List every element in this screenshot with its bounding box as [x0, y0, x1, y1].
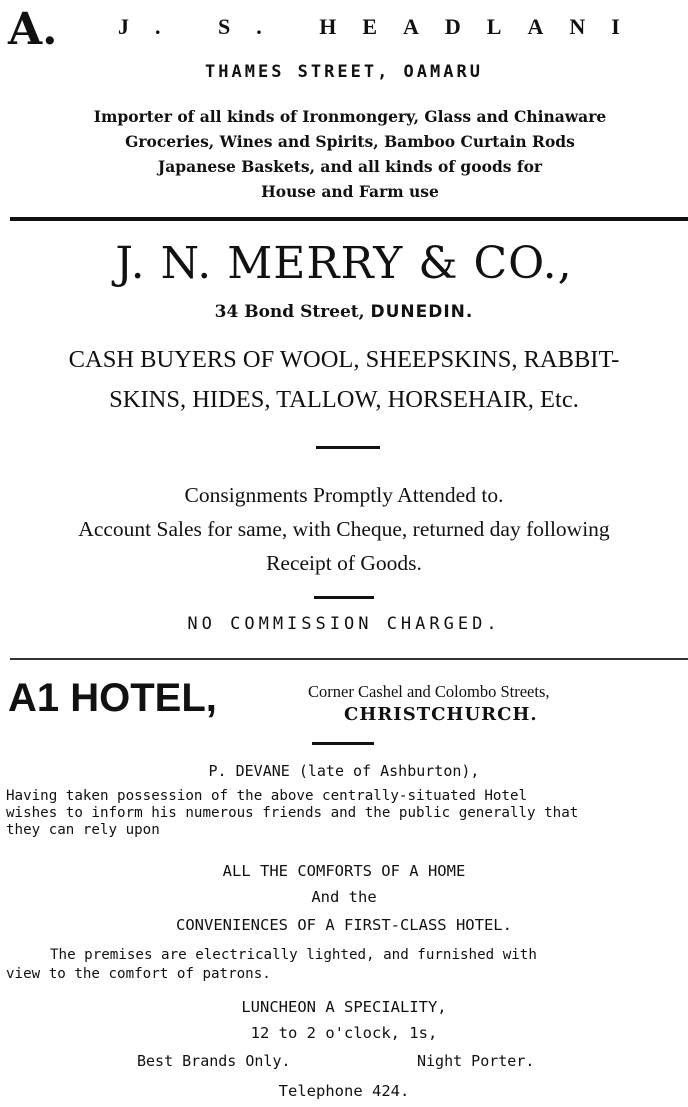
- hotel-premises: [6, 946, 686, 984]
- headland-address: THAMES STREET, OAMARU: [205, 62, 483, 82]
- merry-street: 34 Bond Street,: [214, 302, 365, 322]
- hotel-brands: Best Brands Only.: [137, 1052, 291, 1070]
- hotel-luncheon: LUNCHEON A SPECIALITY,: [241, 998, 447, 1016]
- hotel-corner: Corner Cashel and Colombo Streets,: [308, 682, 550, 701]
- description-line: Japanese Baskets, and all kinds of goods for: [157, 157, 543, 176]
- hotel-telephone: Telephone 424.: [278, 1082, 410, 1100]
- hotel-proprietor: P. DEVANE (late of Ashburton),: [208, 762, 480, 780]
- hotel-name: A1 HOTEL,: [8, 676, 217, 720]
- intro-line: wishes to inform his numerous friends and the public generally that: [6, 805, 579, 821]
- short-divider: [312, 742, 374, 745]
- hotel-city: CHRISTCHURCH.: [344, 704, 538, 725]
- hotel-conveniences: CONVENIENCES OF A FIRST-CLASS HOTEL.: [176, 916, 512, 934]
- buyers-line: CASH BUYERS OF WOOL, SHEEPSKINS, RABBIT-: [68, 346, 620, 373]
- hotel-and-the: And the: [311, 888, 377, 906]
- hotel-night-porter: Night Porter.: [417, 1052, 535, 1070]
- description-line-cropped: House and Farm use: [261, 182, 439, 201]
- description-line: Importer of all kinds of Ironmongery, Glass and Chinaware: [93, 107, 607, 126]
- intro-line: Having taken possession of the above centrally-situated Hotel: [6, 788, 528, 804]
- short-divider: [316, 446, 380, 449]
- section-letter: A.: [8, 4, 58, 55]
- hotel-comforts: ALL THE COMFORTS OF A HOME: [222, 862, 466, 880]
- merry-company-name: J. N. MERRY & CO.,: [115, 238, 573, 289]
- hotel-hours: 12 to 2 o'clock, 1s,: [250, 1024, 438, 1042]
- intro-line: they can rely upon: [6, 822, 160, 838]
- merry-buyers-text: [0, 340, 688, 420]
- premises-line: view to the comfort of patrons.: [6, 966, 271, 982]
- no-commission-notice: NO COMMISSION CHARGED.: [187, 614, 501, 634]
- merry-city: DUNEDIN.: [370, 302, 474, 322]
- description-line: Groceries, Wines and Spirits, Bamboo Curtain Rods: [125, 132, 575, 151]
- buyers-line: SKINS, HIDES, TALLOW, HORSEHAIR, Etc.: [109, 386, 579, 413]
- headland-business-name: J. S. HEADLANI: [118, 14, 646, 39]
- ad-divider: [10, 658, 688, 660]
- headland-advertisement: [0, 0, 688, 222]
- merry-address: [0, 302, 688, 322]
- hotel-intro: [6, 788, 686, 839]
- merry-consignment-text: [0, 478, 688, 580]
- premises-line: The premises are electrically lighted, and furnished with: [50, 947, 537, 963]
- consignment-line: Consignments Promptly Attended to.: [184, 483, 504, 507]
- ad-divider: [10, 217, 688, 221]
- headland-description: [20, 104, 680, 201]
- hotel-brands-row: [137, 1052, 557, 1070]
- short-divider: [314, 596, 374, 599]
- consignment-line: Receipt of Goods.: [266, 551, 422, 575]
- consignment-line: Account Sales for same, with Cheque, returned day following: [78, 517, 610, 541]
